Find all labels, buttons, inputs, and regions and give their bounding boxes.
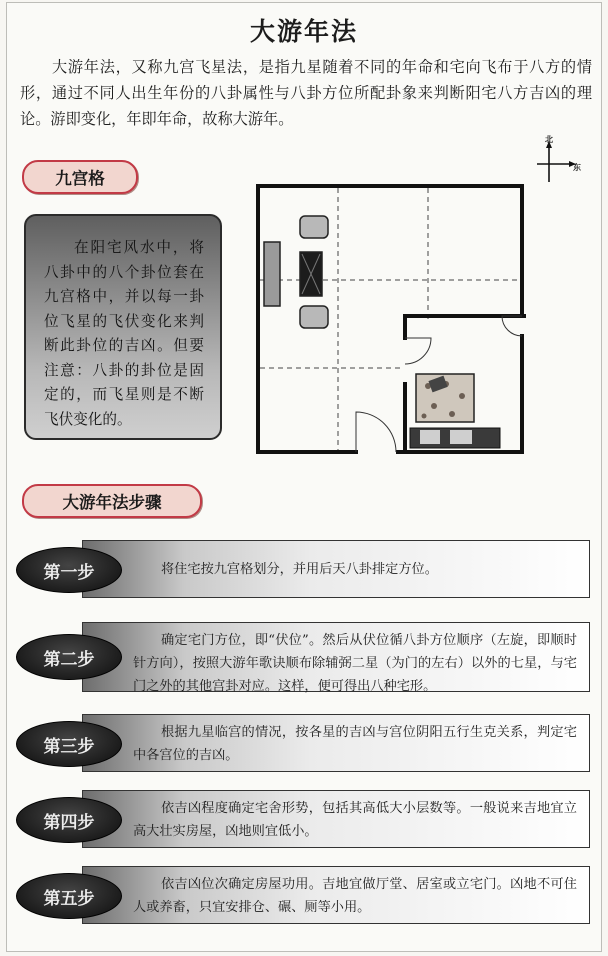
page-title: 大游年法 bbox=[249, 17, 358, 46]
intro-paragraph: 大游年法，又称九宫飞星法，是指九星随着不同的年命和宅向飞布于八方的情形，通过不同人出生年份的八卦属性与八卦方位所配卦象来判断阳宅八方吉凶的理论。游即变化，年即年命，故称大游年。 bbox=[20, 58, 592, 128]
floor-plan-diagram bbox=[252, 180, 528, 456]
step-4-bar bbox=[82, 790, 590, 848]
step-2-badge: 第二步 bbox=[16, 634, 122, 680]
step-1-text: 将住宅按九宫格划分，并用后天八卦排定方位。 bbox=[161, 562, 438, 577]
step-3-badge: 第三步 bbox=[16, 721, 122, 767]
step-3-text: 根据九星临宫的情况，按各星的吉凶与宫位阴阳五行生克关系，判定宅中各宫位的吉凶。 bbox=[133, 725, 577, 763]
section-label-jiugongge: 九宫格 bbox=[22, 160, 138, 194]
compass-east-label: 东 bbox=[573, 163, 581, 172]
step-5-bar bbox=[82, 866, 590, 924]
nine-palace-note-box bbox=[24, 214, 222, 440]
step-1-badge: 第一步 bbox=[16, 547, 122, 593]
step-4-badge: 第四步 bbox=[16, 797, 122, 843]
compass-north-label: 北 bbox=[545, 135, 553, 144]
step-1-bar bbox=[82, 540, 590, 598]
step-2-bar bbox=[82, 622, 590, 692]
step-4-text: 依吉凶程度确定宅舍形势，包括其高低大小层数等。一般说来吉地宜立高大壮实房屋，凶地则宜低小。 bbox=[133, 801, 577, 839]
step-5-badge: 第五步 bbox=[16, 873, 122, 919]
step-2-text: 确定宅门方位，即“伏位”。然后从伏位循八卦方位顺序（左旋，即顺时针方向），按照大游年歌诀顺布除辅弼二星（为门的左右）以外的七星，与宅门之外的其他宫卦对应。这样，便可得出八种宅形。 bbox=[133, 633, 577, 694]
nine-palace-note-text: 在阳宅风水中，将八卦中的八个卦位套在九宫格中，并以每一卦位飞星的飞伏变化来判断此卦位的吉凶。但要注意：八卦的卦位是固定的，而飞星则是不断飞伏变化的。 bbox=[44, 239, 204, 428]
compass-icon bbox=[533, 134, 583, 188]
step-5-text: 依吉凶位次确定房屋功用。吉地宜做厅堂、居室或立宅门。凶地不可住人或养畜，只宜安排仓、碾、厕等小用。 bbox=[133, 877, 577, 915]
section-label-steps: 大游年法步骤 bbox=[22, 484, 202, 518]
step-3-bar bbox=[82, 714, 590, 772]
